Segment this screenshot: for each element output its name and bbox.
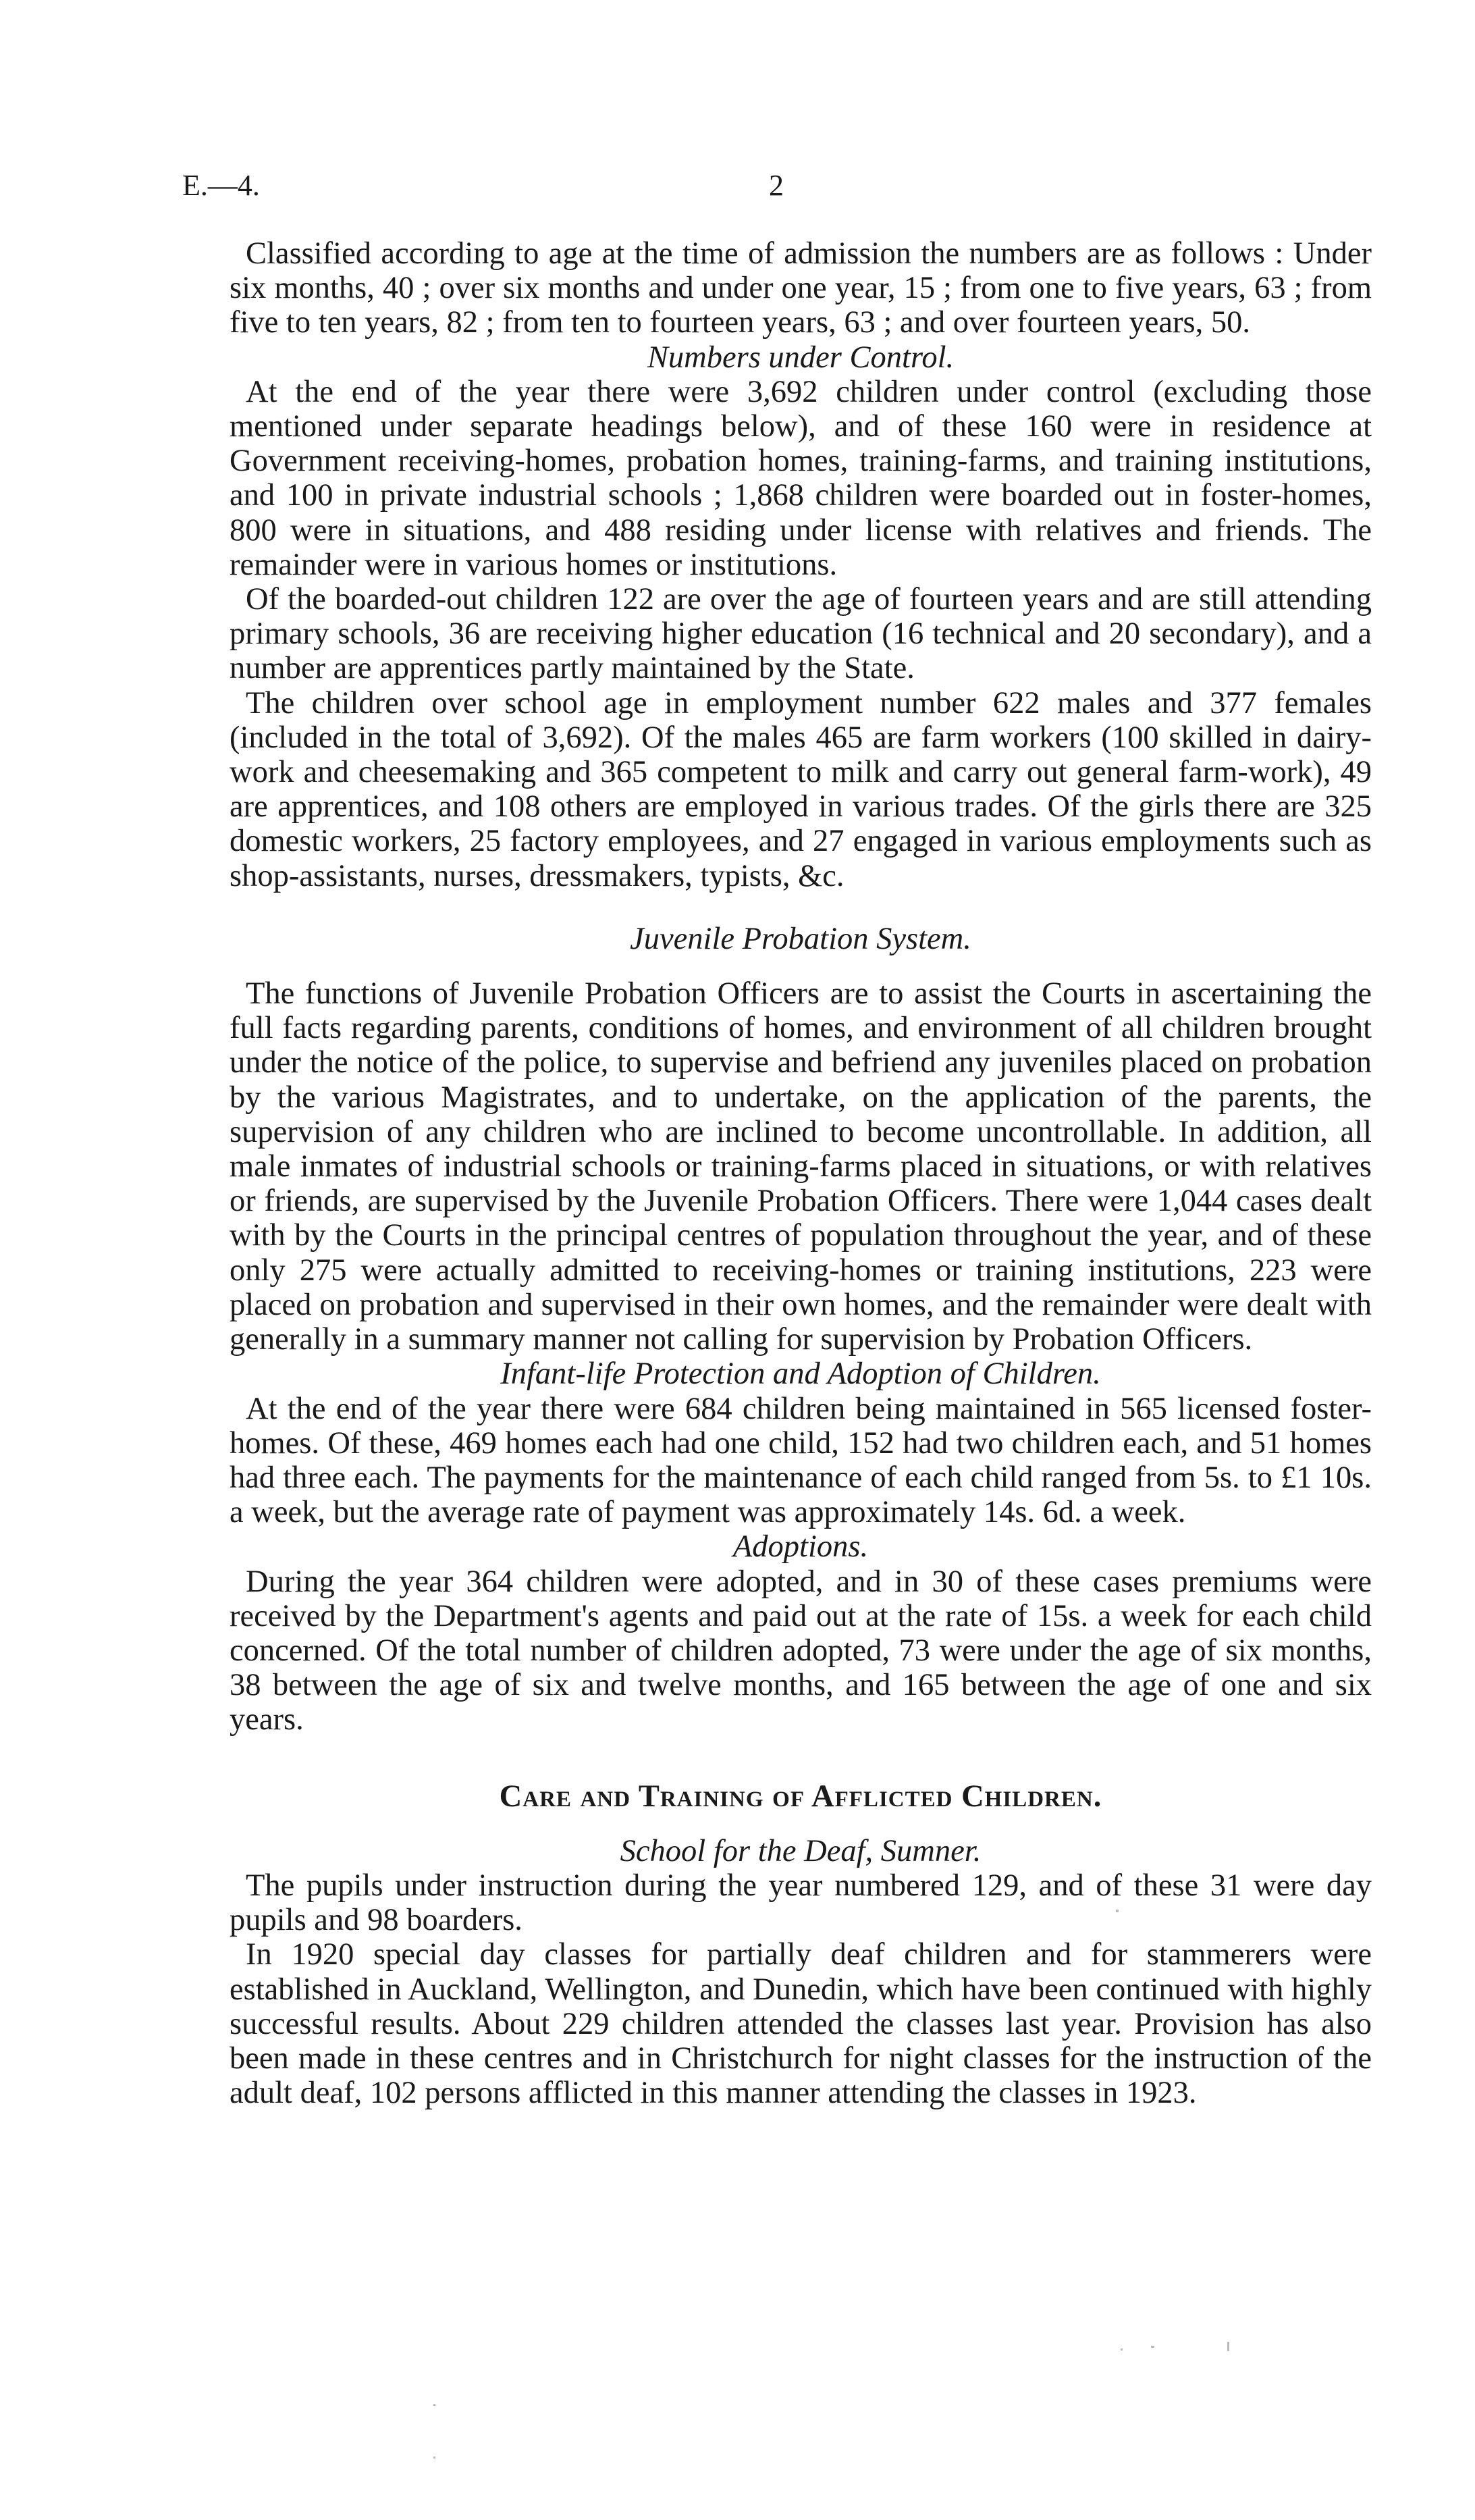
body-text: [230, 236, 1372, 2110]
scan-speck: [1121, 2348, 1123, 2351]
heading-adoptions: Adoptions.: [732, 1529, 869, 1565]
heading-juvenile-probation: Juvenile Probation System.: [630, 921, 971, 956]
spacer: [230, 893, 1372, 922]
paragraph-infant-life: At the end of the year there were 684 children being maintained in 565 licensed foster-homes. Of these, 469 homes each had one child, 152 had two children each, and 51 homes had three each. The payments for the maintenance of each child ranged from 5s. to £1 10s. a week, but the average rate of payment was approximately 14s. 6d. a week.: [230, 1391, 1372, 1530]
scan-speck: [433, 2404, 435, 2406]
heading-afflicted-children: Care and Training of Afflicted Children.: [499, 1779, 1102, 1814]
spacer: [230, 956, 1372, 976]
paragraph-age-classification: Classified according to age at the time of admission the numbers are as follows : Under six months, 40 ; over six months and under one year, 15 ; from one to five years, 63 ; from five to ten years, 82 ; from ten to fourteen years, 63 ; and over fourteen years, 50.: [230, 236, 1372, 340]
paragraph-numbers-1: At the end of the year there were 3,692 children under control (excluding those mentioned under separate headings below), and of these 160 were in residence at Government receiving-homes, probation homes, training-farms, and training institutions, and 100 in private industrial schools ; 1,868 children were boarded out in foster-homes, 800 were in situations, and 488 residing under license with relatives and friends. The remainder were in various homes or institutions.: [230, 374, 1372, 582]
spacer: [230, 1737, 1372, 1779]
heading-infant-life: Infant-life Protection and Adoption of Children.: [500, 1357, 1101, 1392]
heading-numbers-under-control: Numbers under Control.: [647, 340, 955, 375]
spacer: [230, 1814, 1372, 1834]
paragraph-numbers-3: The children over school age in employment number 622 males and 377 females (included in the total of 3,692). Of the males 465 are farm workers (100 skilled in dairy-work and cheesemaking and 365 competent to milk and carry out general farm-work), 49 are apprentices, and 108 others are employed in various trades. Of the girls there are 325 domestic workers, 25 factory employees, and 27 engaged in various employments such as shop-assistants, nurses, dressmakers, typists, &c.: [230, 685, 1372, 893]
scan-speck: [1116, 1910, 1119, 1912]
page-reference: E.—4.: [182, 169, 260, 202]
heading-deaf-school: School for the Deaf, Sumner.: [620, 1833, 982, 1868]
page-number: 2: [769, 169, 784, 202]
paragraph-numbers-2: Of the boarded-out children 122 are over the age of fourteen years and are still attending primary schools, 36 are receiving higher education (16 technical and 20 secondary), and a number are apprentices partly maintained by the State.: [230, 582, 1372, 686]
scan-speck: [1227, 2342, 1229, 2351]
paragraph-adoptions: During the year 364 children were adopted, and in 30 of these cases premiums were received by the Department's agents and paid out at the rate of 15s. a week for each child concerned. Of the total number of children adopted, 73 were under the age of six months, 38 between the age of six and twelve months, and 165 between the age of one and six years.: [230, 1564, 1372, 1737]
scan-speck: [1151, 2346, 1154, 2348]
paragraph-deaf-1: The pupils under instruction during the year numbered 129, and of these 31 were day pupils and 98 boarders.: [230, 1868, 1372, 1938]
paragraph-deaf-2: In 1920 special day classes for partially deaf children and for stammerers were established in Auckland, Wellington, and Dunedin, which have been continued with highly successful results. About 229 children attended the classes last year. Provision has also been made in these centres and in Christchurch for night classes for the instruction of the adult deaf, 102 persons afflicted in this manner attending the classes in 1923.: [230, 1937, 1372, 2111]
scan-speck: [433, 2457, 435, 2459]
paragraph-probation: The functions of Juvenile Probation Officers are to assist the Courts in ascertaining the full facts regarding parents, conditions of homes, and environment of all children brought under the notice of the police, to supervise and befriend any juveniles placed on probation by the various Magistrates, and to undertake, on the application of the parents, the supervision of any children who are inclined to become uncontrollable. In addition, all male inmates of industrial schools or training-farms placed in situations, or with relatives or friends, are supervised by the Juvenile Probation Officers. There were 1,044 cases dealt with by the Courts in the principal centres of population throughout the year, and of these only 275 were actually admitted to receiving-homes or training institutions, 223 were placed on probation and supervised in their own homes, and the remainder were dealt with generally in a summary manner not calling for supervision by Probation Officers.: [230, 976, 1372, 1357]
